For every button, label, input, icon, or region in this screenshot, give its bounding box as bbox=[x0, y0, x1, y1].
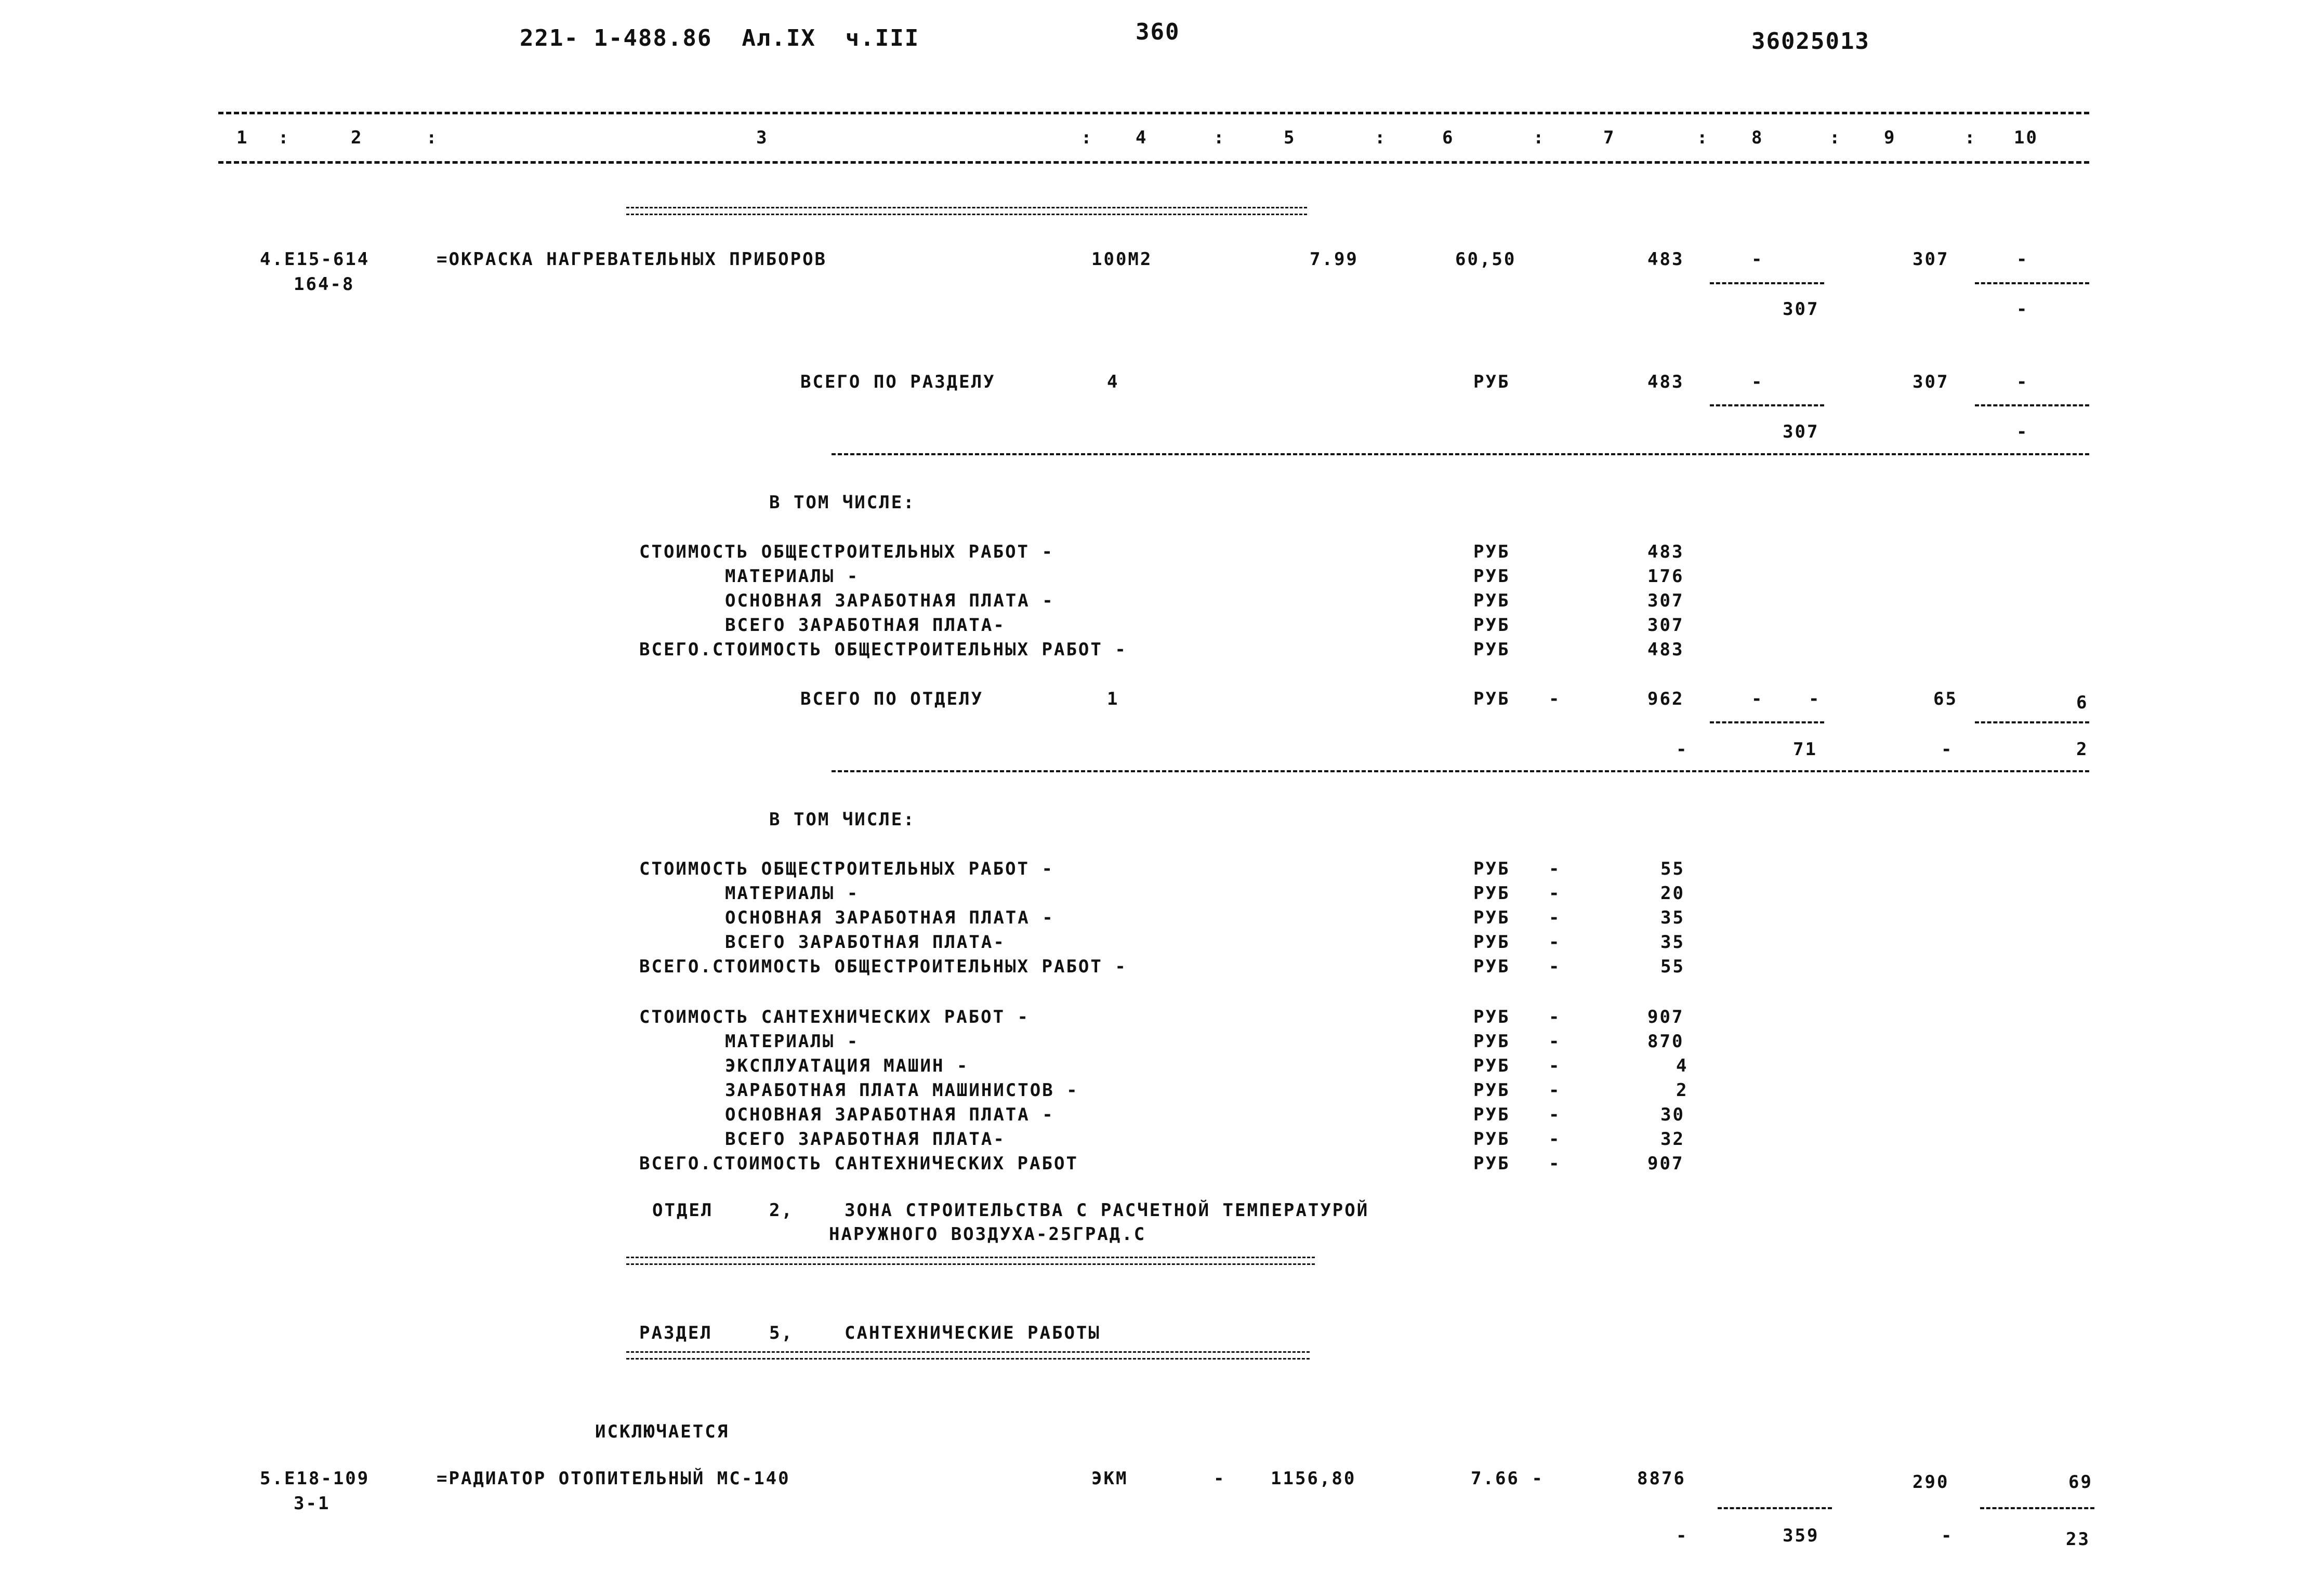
section-rule bbox=[832, 770, 2089, 772]
col-sep: : bbox=[1829, 127, 1842, 148]
doc-code: 221- 1-488.86 Ал.IX ч.III bbox=[520, 25, 920, 51]
dept-total-col9: 65 bbox=[1933, 689, 1958, 709]
dept-total-value: 962 bbox=[1647, 689, 1684, 709]
breakdown-value: 20 bbox=[1660, 883, 1685, 904]
row-col7-sub: - bbox=[1676, 1525, 1689, 1546]
breakdown-dash: - bbox=[1549, 1056, 1561, 1076]
col-10: 10 bbox=[2014, 127, 2038, 148]
breakdown-label: ВСЕГО.СТОИМОСТЬ ОБЩЕСТРОИТЕЛЬНЫХ РАБОТ - bbox=[639, 956, 1127, 977]
row-total: 8876 bbox=[1637, 1468, 1686, 1489]
section-total-col10-sub: - bbox=[2016, 421, 2029, 442]
including-label: В ТОМ ЧИСЛЕ: bbox=[769, 809, 916, 830]
breakdown-value: 870 bbox=[1647, 1031, 1684, 1052]
dept-label: ОТДЕЛ bbox=[652, 1200, 714, 1221]
breakdown-value: 4 bbox=[1676, 1056, 1689, 1076]
row-total: 483 bbox=[1647, 249, 1684, 270]
breakdown-unit: РУБ bbox=[1473, 883, 1510, 904]
breakdown-unit: РУБ bbox=[1473, 859, 1510, 879]
double-rule bbox=[626, 1257, 1315, 1265]
breakdown-value: 32 bbox=[1660, 1129, 1685, 1150]
breakdown-unit: РУБ bbox=[1473, 956, 1510, 977]
dept-total-num: 1 bbox=[1107, 689, 1119, 709]
row-qty: 7.99 bbox=[1310, 249, 1359, 270]
breakdown-label: ОСНОВНАЯ ЗАРАБОТНАЯ ПЛАТА - bbox=[725, 590, 1054, 611]
subtotal-rule bbox=[1975, 721, 2089, 723]
section-label: РАЗДЕЛ bbox=[639, 1323, 713, 1343]
breakdown-unit: РУБ bbox=[1473, 907, 1510, 928]
breakdown-value: 176 bbox=[1647, 566, 1684, 587]
row-price: 60,50 bbox=[1455, 249, 1516, 270]
breakdown-label: ВСЕГО ЗАРАБОТНАЯ ПЛАТА- bbox=[725, 932, 1006, 953]
breakdown-label: СТОИМОСТЬ САНТЕХНИЧЕСКИХ РАБОТ - bbox=[639, 1007, 1030, 1027]
breakdown-label: ВСЕГО.СТОИМОСТЬ ОБЩЕСТРОИТЕЛЬНЫХ РАБОТ - bbox=[639, 639, 1127, 660]
breakdown-dash: - bbox=[1549, 907, 1561, 928]
section-title: САНТЕХНИЧЕСКИЕ РАБОТЫ bbox=[845, 1323, 1101, 1343]
breakdown-unit: РУБ bbox=[1473, 1129, 1510, 1150]
col-sep: : bbox=[426, 127, 439, 148]
row-col8: - bbox=[1751, 249, 1764, 270]
col-4: 4 bbox=[1136, 127, 1148, 148]
col-sep: : bbox=[278, 127, 291, 148]
col-6: 6 bbox=[1442, 127, 1455, 148]
breakdown-value: 35 bbox=[1660, 907, 1685, 928]
subtotal-rule bbox=[1718, 1507, 1832, 1509]
section-total-col9: 307 bbox=[1913, 372, 1949, 392]
excluded-label: ИСКЛЮЧАЕТСЯ bbox=[595, 1421, 730, 1442]
column-header-bottom-rule bbox=[218, 161, 2089, 164]
breakdown-value: 907 bbox=[1647, 1153, 1684, 1174]
breakdown-label: МАТЕРИАЛЫ - bbox=[725, 566, 860, 587]
breakdown-dash: - bbox=[1549, 1080, 1561, 1101]
row-dash: - bbox=[1214, 1468, 1226, 1489]
section-total-label: ВСЕГО ПО РАЗДЕЛУ bbox=[800, 372, 996, 392]
breakdown-value: 55 bbox=[1660, 859, 1685, 879]
breakdown-label: МАТЕРИАЛЫ - bbox=[725, 883, 860, 904]
breakdown-unit: РУБ bbox=[1473, 1056, 1510, 1076]
breakdown-unit: РУБ bbox=[1473, 1104, 1510, 1125]
col-sep: : bbox=[1375, 127, 1387, 148]
col-7: 7 bbox=[1603, 127, 1616, 148]
col-sep: : bbox=[1533, 127, 1546, 148]
breakdown-label: ВСЕГО ЗАРАБОТНАЯ ПЛАТА- bbox=[725, 615, 1006, 636]
row-code-ref: 164-8 bbox=[294, 274, 355, 295]
breakdown-unit: РУБ bbox=[1473, 932, 1510, 953]
breakdown-unit: РУБ bbox=[1473, 566, 1510, 587]
breakdown-unit: РУБ bbox=[1473, 615, 1510, 636]
breakdown-label: ОСНОВНАЯ ЗАРАБОТНАЯ ПЛАТА - bbox=[725, 907, 1054, 928]
row-code: 4.Е15-614 bbox=[260, 249, 370, 270]
breakdown-value: 35 bbox=[1660, 932, 1685, 953]
breakdown-unit: РУБ bbox=[1473, 1007, 1510, 1027]
subtotal-rule bbox=[1710, 404, 1824, 406]
breakdown-value: 483 bbox=[1647, 542, 1684, 562]
breakdown-unit: РУБ bbox=[1473, 1031, 1510, 1052]
dept-num: 2, bbox=[769, 1200, 794, 1221]
dept-total-col10-sub: 2 bbox=[2076, 739, 2089, 760]
breakdown-value: 55 bbox=[1660, 956, 1685, 977]
subtotal-rule bbox=[1975, 404, 2089, 406]
row-col9: 290 bbox=[1913, 1472, 1949, 1493]
col-2: 2 bbox=[351, 127, 363, 148]
dept-total-label: ВСЕГО ПО ОТДЕЛУ bbox=[800, 689, 984, 709]
breakdown-value: 2 bbox=[1676, 1080, 1689, 1101]
breakdown-value: 307 bbox=[1647, 615, 1684, 636]
row-col10-sub: 23 bbox=[2066, 1529, 2090, 1550]
row-qty: 1156,80 bbox=[1271, 1468, 1356, 1489]
breakdown-label: ЭКСПЛУАТАЦИЯ МАШИН - bbox=[725, 1056, 969, 1076]
breakdown-label: МАТЕРИАЛЫ - bbox=[725, 1031, 860, 1052]
including-label: В ТОМ ЧИСЛЕ: bbox=[769, 492, 916, 513]
subtotal-rule bbox=[1980, 1507, 2094, 1509]
column-header-top-rule bbox=[218, 112, 2089, 114]
dept-total-col8b: - bbox=[1809, 689, 1821, 709]
dept-total-col7-sub: - bbox=[1676, 739, 1689, 760]
section-num: 5, bbox=[769, 1323, 794, 1343]
breakdown-label: СТОИМОСТЬ ОБЩЕСТРОИТЕЛЬНЫХ РАБОТ - bbox=[639, 542, 1054, 562]
row-col8-sub: 359 bbox=[1783, 1525, 1819, 1546]
breakdown-unit: РУБ bbox=[1473, 590, 1510, 611]
breakdown-unit: РУБ bbox=[1473, 1080, 1510, 1101]
dept-total-col10: 6 bbox=[2076, 692, 2089, 713]
section-total-col10: - bbox=[2016, 372, 2029, 392]
row-col9-sub: - bbox=[1941, 1525, 1954, 1546]
section-total-num: 4 bbox=[1107, 372, 1119, 392]
breakdown-value: 307 bbox=[1647, 590, 1684, 611]
col-8: 8 bbox=[1751, 127, 1764, 148]
breakdown-value: 907 bbox=[1647, 1007, 1684, 1027]
section-total-value: 483 bbox=[1647, 372, 1684, 392]
breakdown-dash: - bbox=[1549, 932, 1561, 953]
col-sep: : bbox=[1214, 127, 1226, 148]
row-code: 5.Е18-109 bbox=[260, 1468, 370, 1489]
row-col10: - bbox=[2016, 249, 2029, 270]
col-sep: : bbox=[1081, 127, 1093, 148]
breakdown-dash: - bbox=[1549, 1129, 1561, 1150]
dept-total-col8: - bbox=[1751, 689, 1764, 709]
breakdown-label: ВСЕГО ЗАРАБОТНАЯ ПЛАТА- bbox=[725, 1129, 1006, 1150]
section-total-col8: - bbox=[1751, 372, 1764, 392]
section-total-unit: РУБ bbox=[1473, 372, 1510, 392]
row-unit: 100М2 bbox=[1091, 249, 1153, 270]
doc-number: 36025013 bbox=[1751, 28, 1870, 55]
row-code-ref: 3-1 bbox=[294, 1493, 331, 1514]
breakdown-dash: - bbox=[1549, 859, 1561, 879]
page-number: 360 bbox=[1136, 19, 1180, 45]
dept-total-col8-sub: 71 bbox=[1793, 739, 1817, 760]
breakdown-dash: - bbox=[1549, 1007, 1561, 1027]
row-unit: ЭКМ bbox=[1091, 1468, 1128, 1489]
col-1: 1 bbox=[236, 127, 249, 148]
row-name: =РАДИАТОР ОТОПИТЕЛЬНЫЙ МС-140 bbox=[437, 1468, 790, 1489]
dept-title-line1: ЗОНА СТРОИТЕЛЬСТВА С РАСЧЕТНОЙ ТЕМПЕРАТУРОЙ bbox=[845, 1200, 1369, 1221]
subtotal-rule bbox=[1710, 282, 1824, 284]
breakdown-dash: - bbox=[1549, 1031, 1561, 1052]
col-9: 9 bbox=[1884, 127, 1896, 148]
col-3: 3 bbox=[756, 127, 769, 148]
breakdown-dash: - bbox=[1549, 956, 1561, 977]
dept-total-dash: - bbox=[1549, 689, 1561, 709]
row-price: 7.66 - bbox=[1471, 1468, 1544, 1489]
breakdown-value: 483 bbox=[1647, 639, 1684, 660]
col-5: 5 bbox=[1284, 127, 1296, 148]
breakdown-label: СТОИМОСТЬ ОБЩЕСТРОИТЕЛЬНЫХ РАБОТ - bbox=[639, 859, 1054, 879]
breakdown-dash: - bbox=[1549, 1153, 1561, 1174]
breakdown-label: ЗАРАБОТНАЯ ПЛАТА МАШИНИСТОВ - bbox=[725, 1080, 1079, 1101]
section-total-col8-sub: 307 bbox=[1783, 421, 1819, 442]
col-sep: : bbox=[1964, 127, 1977, 148]
row-col9: 307 bbox=[1913, 249, 1949, 270]
row-name: =ОКРАСКА НАГРЕВАТЕЛЬНЫХ ПРИБОРОВ bbox=[437, 249, 827, 270]
subtotal-rule bbox=[1975, 282, 2089, 284]
breakdown-dash: - bbox=[1549, 1104, 1561, 1125]
dept-total-col9-sub: - bbox=[1941, 739, 1954, 760]
section-rule bbox=[832, 453, 2089, 455]
breakdown-unit: РУБ bbox=[1473, 639, 1510, 660]
row-col8-sub: 307 bbox=[1783, 299, 1819, 320]
double-rule bbox=[626, 207, 1307, 215]
subtotal-rule bbox=[1710, 721, 1824, 723]
dept-title-line2: НАРУЖНОГО ВОЗДУХА-25ГРАД.С bbox=[829, 1224, 1146, 1245]
breakdown-unit: РУБ bbox=[1473, 542, 1510, 562]
breakdown-value: 30 bbox=[1660, 1104, 1685, 1125]
breakdown-label: ОСНОВНАЯ ЗАРАБОТНАЯ ПЛАТА - bbox=[725, 1104, 1054, 1125]
double-rule bbox=[626, 1351, 1310, 1360]
row-col10: 69 bbox=[2068, 1472, 2093, 1493]
dept-total-unit: РУБ bbox=[1473, 689, 1510, 709]
breakdown-dash: - bbox=[1549, 883, 1561, 904]
breakdown-label: ВСЕГО.СТОИМОСТЬ САНТЕХНИЧЕСКИХ РАБОТ bbox=[639, 1153, 1078, 1174]
breakdown-unit: РУБ bbox=[1473, 1153, 1510, 1174]
col-sep: : bbox=[1697, 127, 1709, 148]
row-col10-sub: - bbox=[2016, 299, 2029, 320]
